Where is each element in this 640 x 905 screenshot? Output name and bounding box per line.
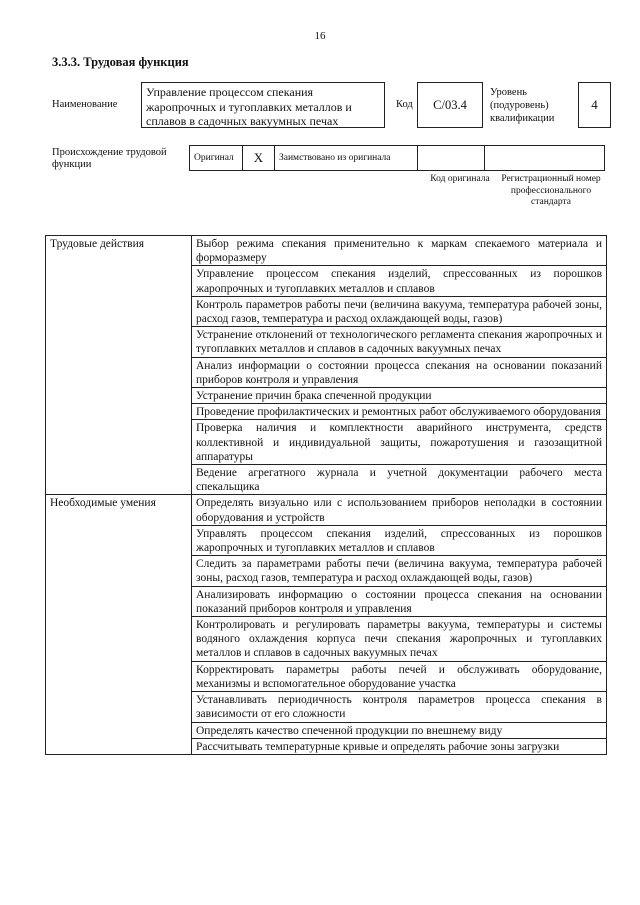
section-category: Трудовые действия	[46, 236, 192, 495]
section-title: 3.3.3. Трудовая функция	[52, 55, 189, 69]
table-cell-item: Выбор режима спекания применительно к маркам спекаемого материала и форморазмеру	[192, 236, 607, 266]
original-label: Оригинал	[190, 146, 243, 170]
table-cell-item: Анализировать информацию о состоянии процесса спекания на основании показаний приборов контроля и управления	[192, 586, 607, 616]
borrowed-label: Заимствовано из оригинала	[275, 146, 418, 170]
origin-label: Происхождение трудовой функции	[52, 147, 167, 170]
table-cell-item: Контролировать и регулировать параметры вакуума, температуры и системы водяного охлаждения корпуса печи спекания жаропрочных и тугоплавких металлов и сплавов в садочных вакуумных печах	[192, 617, 607, 662]
table-cell-item: Следить за параметрами работы печи (величина вакуума, температура рабочей зоны, расход газов, температура и расход охлаждающей воды, газов)	[192, 556, 607, 586]
origin-row	[189, 145, 605, 171]
table-cell-item: Устранение отклонений от технологического регламента спекания жаропрочных и тугоплавких металлов и сплавов в садочных вакуумных печах	[192, 327, 607, 357]
origin-empty-cell	[418, 146, 485, 170]
table-cell-item: Рассчитывать температурные кривые и определять рабочие зоны загрузки	[192, 738, 607, 754]
code-original-label: Код оригинала	[430, 174, 490, 184]
section-category: Необходимые умения	[46, 495, 192, 754]
reg-number-cell	[485, 146, 604, 170]
level-label: Уровень (подуровень) квалификации	[490, 87, 555, 124]
page-number: 16	[314, 30, 326, 42]
table-cell-item: Устанавливать периодичность контроля параметров процесса спекания в зависимости от его сложности	[192, 692, 607, 722]
function-name: Управление процессом спекания жаропрочных и тугоплавких металлов и сплавов в садочных вакуумных печах	[141, 82, 385, 128]
code-label: Код	[396, 99, 413, 110]
table-cell-item: Проведение профилактических и ремонтных работ обслуживаемого оборудования	[192, 404, 607, 420]
function-table	[45, 235, 607, 755]
table-cell-item: Контроль параметров работы печи (величина вакуума, температура рабочей зоны, расход газов, температура и расход охлаждающей воды, газов)	[192, 296, 607, 326]
code-value: С/03.4	[417, 82, 483, 128]
table-cell-item: Устранение причин брака спеченной продукции	[192, 388, 607, 404]
table-cell-item: Управление процессом спекания изделий, спрессованных из порошков жаропрочных и тугоплавких металлов и сплавов	[192, 266, 607, 296]
table-row	[46, 236, 607, 266]
level-value: 4	[578, 82, 611, 128]
original-mark: X	[243, 146, 275, 170]
table-cell-item: Определять качество спеченной продукции по внешнему виду	[192, 722, 607, 738]
table-cell-item: Управлять процессом спекания изделий, спрессованных из порошков жаропрочных и тугоплавких металлов и сплавов	[192, 525, 607, 555]
table-cell-item: Корректировать параметры работы печей и обслуживать оборудование, механизмы и вспомогательное оборудование участка	[192, 661, 607, 691]
reg-number-label: Регистрационный номер профессионального стандарта	[501, 174, 601, 207]
table-cell-item: Проверка наличия и комплектности аварийного инструмента, средств коллективной и индивидуальной защиты, пожаротушения и газозащитной аппаратуры	[192, 420, 607, 465]
table-cell-item: Ведение агрегатного журнала и учетной документации рабочего места спекальщика	[192, 465, 607, 495]
table-row	[46, 495, 607, 525]
table-cell-item: Анализ информации о состоянии процесса спекания на основании показаний приборов контроля и управления	[192, 357, 607, 387]
name-label: Наименование	[52, 99, 118, 110]
table-cell-item: Определять визуально или с использованием приборов неполадки в состоянии оборудования и устройств	[192, 495, 607, 525]
